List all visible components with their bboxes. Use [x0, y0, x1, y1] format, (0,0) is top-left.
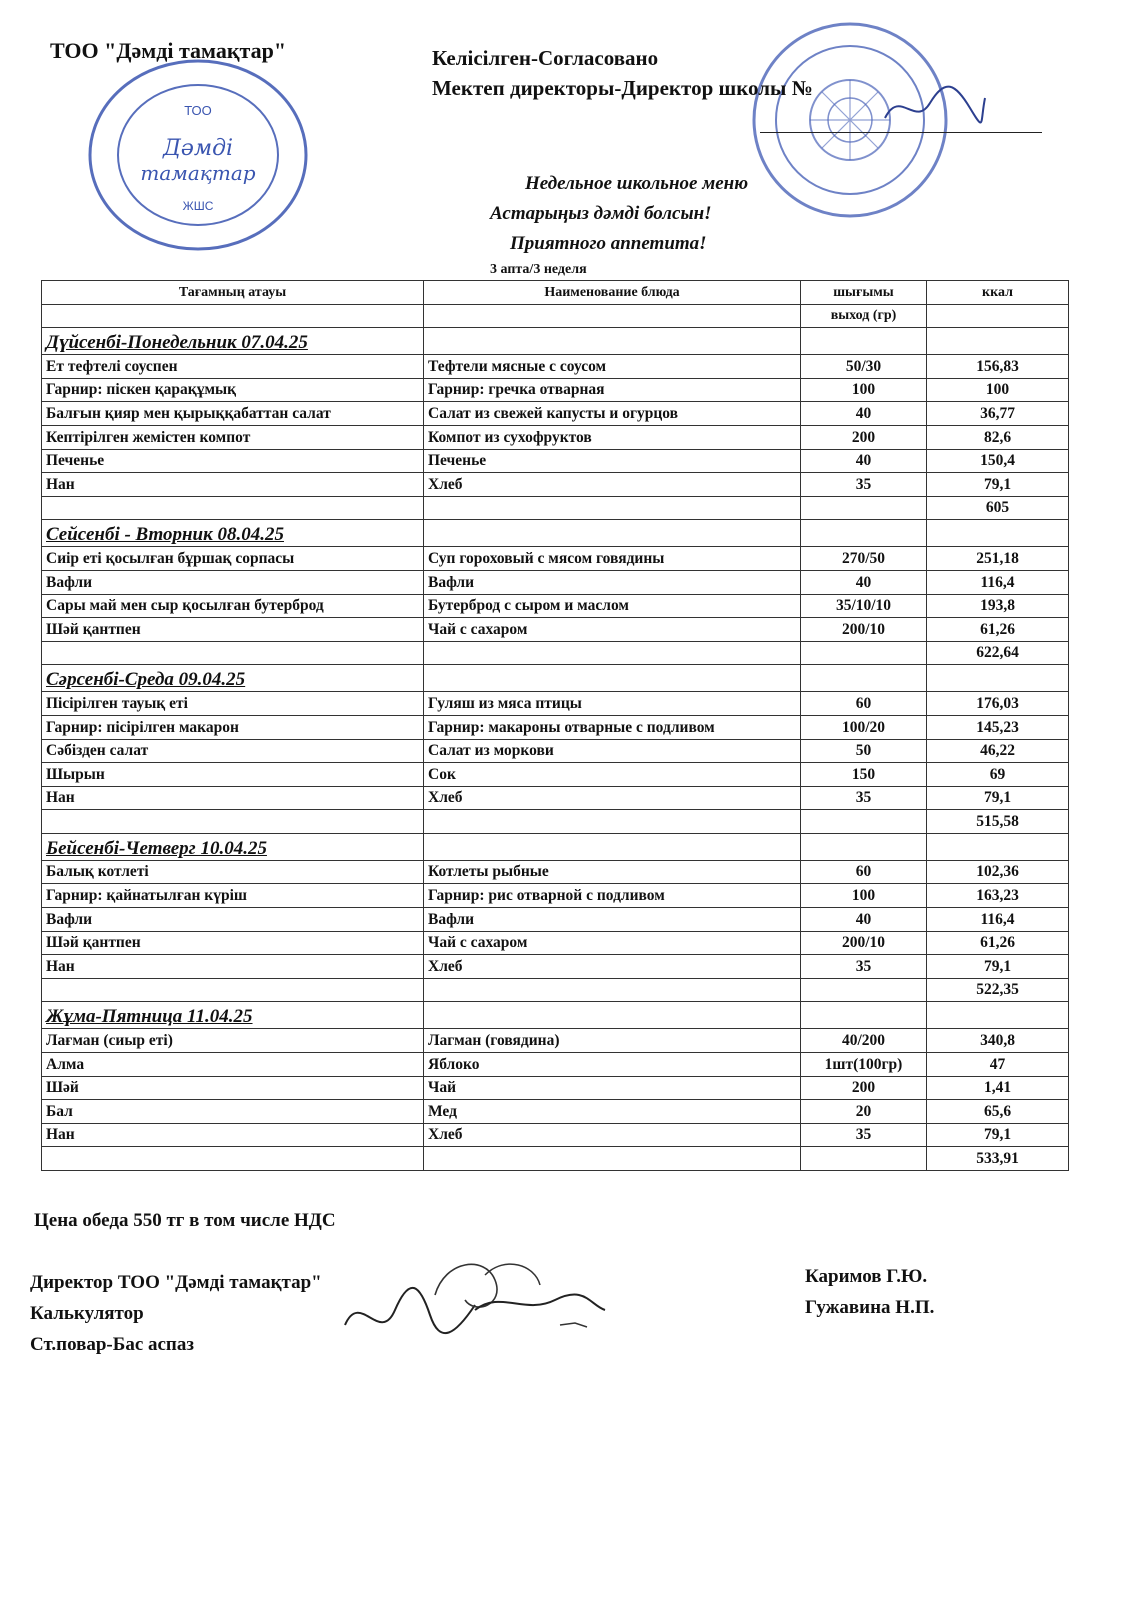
- header-output-unit: выход (гр): [801, 304, 927, 328]
- day-total-row: [42, 1147, 1069, 1171]
- dish-output: 60: [801, 860, 927, 884]
- table-row: [42, 1100, 1069, 1124]
- dish-output: 35/10/10: [801, 594, 927, 618]
- day-total-row: [42, 810, 1069, 834]
- dish-name-ru: Лагман (говядина): [424, 1029, 801, 1053]
- dish-name-kz: Сиір еті қосылған бұршақ сорпасы: [42, 547, 424, 571]
- table-row: [42, 355, 1069, 379]
- day-total-kcal: 515,58: [927, 810, 1069, 834]
- dish-output: 40: [801, 402, 927, 426]
- dish-output: 270/50: [801, 547, 927, 571]
- dish-name-kz: Сары май мен сыр қосылған бутерброд: [42, 594, 424, 618]
- table-row: [42, 425, 1069, 449]
- stamp-left-mid1-text: Дәмді: [162, 136, 234, 161]
- dish-output: 200/10: [801, 931, 927, 955]
- chef-label: Ст.повар-Бас аспаз: [30, 1334, 195, 1355]
- dish-kcal: 193,8: [927, 594, 1069, 618]
- table-row: [42, 763, 1069, 787]
- header-kcal: ккал: [927, 281, 1069, 305]
- signer-name-2: Гужавина Н.П.: [805, 1297, 935, 1318]
- day-name: Жұма-Пятница 11.04.25: [42, 1002, 424, 1029]
- dish-name-kz: Ет тефтелі соуспен: [42, 355, 424, 379]
- day-total-row: [42, 496, 1069, 520]
- dish-name-ru: Гарнир: рис отварной с подливом: [424, 884, 801, 908]
- dish-name-kz: Вафли: [42, 570, 424, 594]
- dish-kcal: 100: [927, 378, 1069, 402]
- table-header-row-2: [42, 304, 1069, 328]
- dish-name-ru: Мед: [424, 1100, 801, 1124]
- dish-output: 50/30: [801, 355, 927, 379]
- dish-kcal: 116,4: [927, 908, 1069, 932]
- menu-title: Недельное школьное меню: [525, 173, 749, 194]
- footer-signatures: [325, 1255, 615, 1365]
- table-row: [42, 1123, 1069, 1147]
- dish-name-ru: Компот из сухофруктов: [424, 425, 801, 449]
- calculator-label: Калькулятор: [30, 1303, 144, 1324]
- table-header-row: [42, 281, 1069, 305]
- dish-name-ru: Хлеб: [424, 1123, 801, 1147]
- stamp-left-bottom-text: ЖШС: [182, 199, 214, 213]
- dish-name-kz: Алма: [42, 1053, 424, 1077]
- dish-output: 200: [801, 425, 927, 449]
- dish-kcal: 79,1: [927, 473, 1069, 497]
- dish-name-ru: Чай с сахаром: [424, 931, 801, 955]
- menu-table: [41, 280, 1069, 1171]
- company-name: ТОО "Дәмді тамақтар": [50, 38, 287, 63]
- table-row: [42, 570, 1069, 594]
- dish-kcal: 145,23: [927, 715, 1069, 739]
- dish-name-ru: Гарнир: гречка отварная: [424, 378, 801, 402]
- menu-greeting-kz: Астарыңыз дәмді болсын!: [490, 203, 712, 224]
- stamp-left-mid2-text: тамақтар: [140, 161, 256, 185]
- dish-kcal: 176,03: [927, 692, 1069, 716]
- dish-kcal: 61,26: [927, 618, 1069, 642]
- table-row: [42, 692, 1069, 716]
- day-header-row: [42, 328, 1069, 355]
- day-header-row: [42, 665, 1069, 692]
- dish-name-kz: Пісірілген тауық еті: [42, 692, 424, 716]
- dish-name-ru: Салат из свежей капусты и огурцов: [424, 402, 801, 426]
- week-label: 3 апта/3 неделя: [490, 262, 587, 277]
- table-row: [42, 884, 1069, 908]
- dish-name-kz: Нан: [42, 473, 424, 497]
- table-row: [42, 449, 1069, 473]
- dish-name-kz: Гарнир: қайнатылған күріш: [42, 884, 424, 908]
- day-header-row: [42, 520, 1069, 547]
- dish-output: 150: [801, 763, 927, 787]
- dish-name-kz: Лағман (сиыр еті): [42, 1029, 424, 1053]
- day-header-row: [42, 1002, 1069, 1029]
- dish-kcal: 36,77: [927, 402, 1069, 426]
- table-row: [42, 955, 1069, 979]
- dish-name-ru: Чай: [424, 1076, 801, 1100]
- dish-name-ru: Тефтели мясные с соусом: [424, 355, 801, 379]
- dish-name-kz: Балық котлеті: [42, 860, 424, 884]
- day-name: Бейсенбі-Четверг 10.04.25: [42, 833, 424, 860]
- dish-output: 20: [801, 1100, 927, 1124]
- table-row: [42, 786, 1069, 810]
- dish-output: 200/10: [801, 618, 927, 642]
- day-name: Дүйсенбі-Понедельник 07.04.25: [42, 328, 424, 355]
- dish-output: 35: [801, 473, 927, 497]
- dish-name-ru: Хлеб: [424, 955, 801, 979]
- dish-output: 200: [801, 1076, 927, 1100]
- table-row: [42, 860, 1069, 884]
- table-row: [42, 908, 1069, 932]
- dish-kcal: 156,83: [927, 355, 1069, 379]
- dish-output: 100: [801, 884, 927, 908]
- dish-kcal: 340,8: [927, 1029, 1069, 1053]
- dish-output: 35: [801, 1123, 927, 1147]
- dish-kcal: 1,41: [927, 1076, 1069, 1100]
- lunch-price: Цена обеда 550 тг в том числе НДС: [34, 1210, 336, 1231]
- dish-name-kz: Шырын: [42, 763, 424, 787]
- table-row: [42, 1076, 1069, 1100]
- dish-output: 100: [801, 378, 927, 402]
- dish-name-kz: Печенье: [42, 449, 424, 473]
- day-total-kcal: 605: [927, 496, 1069, 520]
- company-stamp-left: [83, 55, 313, 255]
- dish-name-ru: Суп гороховый с мясом говядины: [424, 547, 801, 571]
- dish-kcal: 61,26: [927, 931, 1069, 955]
- dish-output: 40/200: [801, 1029, 927, 1053]
- dish-name-kz: Нан: [42, 786, 424, 810]
- table-row: [42, 739, 1069, 763]
- dish-kcal: 79,1: [927, 786, 1069, 810]
- header-ru-name: Наименование блюда: [424, 281, 801, 305]
- table-row: [42, 1029, 1069, 1053]
- dish-name-ru: Чай с сахаром: [424, 618, 801, 642]
- approval-signature: [880, 78, 990, 138]
- approval-director-label: Мектеп директоры-Директор школы №: [432, 76, 813, 100]
- table-row: [42, 1053, 1069, 1077]
- dish-name-kz: Шәй қантпен: [42, 931, 424, 955]
- stamp-left-top-text: ТОО: [184, 103, 212, 118]
- dish-name-kz: Вафли: [42, 908, 424, 932]
- dish-kcal: 251,18: [927, 547, 1069, 571]
- dish-name-ru: Гуляш из мяса птицы: [424, 692, 801, 716]
- dish-output: 50: [801, 739, 927, 763]
- table-row: [42, 715, 1069, 739]
- day-total-row: [42, 641, 1069, 665]
- dish-name-kz: Бал: [42, 1100, 424, 1124]
- dish-output: 40: [801, 908, 927, 932]
- dish-output: 100/20: [801, 715, 927, 739]
- dish-output: 40: [801, 570, 927, 594]
- table-row: [42, 378, 1069, 402]
- day-name: Сейсенбі - Вторник 08.04.25: [42, 520, 424, 547]
- dish-name-ru: Бутерброд с сыром и маслом: [424, 594, 801, 618]
- dish-kcal: 47: [927, 1053, 1069, 1077]
- table-row: [42, 473, 1069, 497]
- dish-kcal: 116,4: [927, 570, 1069, 594]
- dish-name-ru: Печенье: [424, 449, 801, 473]
- dish-output: 1шт(100гр): [801, 1053, 927, 1077]
- dish-name-kz: Балғын қияр мен қырыққабаттан салат: [42, 402, 424, 426]
- header-kz-name: Тағамның атауы: [42, 281, 424, 305]
- dish-output: 60: [801, 692, 927, 716]
- dish-name-ru: Хлеб: [424, 786, 801, 810]
- header-output: шығымы: [801, 281, 927, 305]
- dish-name-ru: Салат из моркови: [424, 739, 801, 763]
- dish-name-kz: Кептірілген жемістен компот: [42, 425, 424, 449]
- dish-kcal: 82,6: [927, 425, 1069, 449]
- table-row: [42, 618, 1069, 642]
- signer-name-1: Каримов Г.Ю.: [805, 1266, 928, 1287]
- dish-name-ru: Сок: [424, 763, 801, 787]
- dish-name-ru: Хлеб: [424, 473, 801, 497]
- dish-kcal: 65,6: [927, 1100, 1069, 1124]
- dish-name-ru: Котлеты рыбные: [424, 860, 801, 884]
- dish-name-ru: Вафли: [424, 570, 801, 594]
- dish-output: 35: [801, 955, 927, 979]
- dish-name-kz: Гарнир: пісірілген макарон: [42, 715, 424, 739]
- dish-name-ru: Яблоко: [424, 1053, 801, 1077]
- dish-kcal: 46,22: [927, 739, 1069, 763]
- dish-name-ru: Вафли: [424, 908, 801, 932]
- day-total-kcal: 533,91: [927, 1147, 1069, 1171]
- dish-output: 35: [801, 786, 927, 810]
- table-row: [42, 402, 1069, 426]
- dish-kcal: 163,23: [927, 884, 1069, 908]
- table-row: [42, 594, 1069, 618]
- approval-label: Келісілген-Согласовано: [432, 46, 659, 70]
- dish-name-kz: Нан: [42, 1123, 424, 1147]
- dish-name-kz: Нан: [42, 955, 424, 979]
- dish-name-kz: Шәй: [42, 1076, 424, 1100]
- dish-kcal: 79,1: [927, 1123, 1069, 1147]
- day-header-row: [42, 833, 1069, 860]
- dish-output: 40: [801, 449, 927, 473]
- day-total-kcal: 522,35: [927, 978, 1069, 1002]
- dish-name-kz: Сәбізден салат: [42, 739, 424, 763]
- dish-name-kz: Шәй қантпен: [42, 618, 424, 642]
- table-row: [42, 931, 1069, 955]
- dish-kcal: 102,36: [927, 860, 1069, 884]
- dish-name-kz: Гарнир: піскен қарақұмық: [42, 378, 424, 402]
- day-total-row: [42, 978, 1069, 1002]
- dish-kcal: 79,1: [927, 955, 1069, 979]
- dish-kcal: 150,4: [927, 449, 1069, 473]
- dish-name-ru: Гарнир: макароны отварные с подливом: [424, 715, 801, 739]
- menu-greeting-ru: Приятного аппетита!: [510, 233, 707, 254]
- dish-kcal: 69: [927, 763, 1069, 787]
- table-row: [42, 547, 1069, 571]
- day-name: Сәрсенбі-Среда 09.04.25: [42, 665, 424, 692]
- day-total-kcal: 622,64: [927, 641, 1069, 665]
- director-label: Директор ТОО "Дәмді тамақтар": [30, 1272, 322, 1293]
